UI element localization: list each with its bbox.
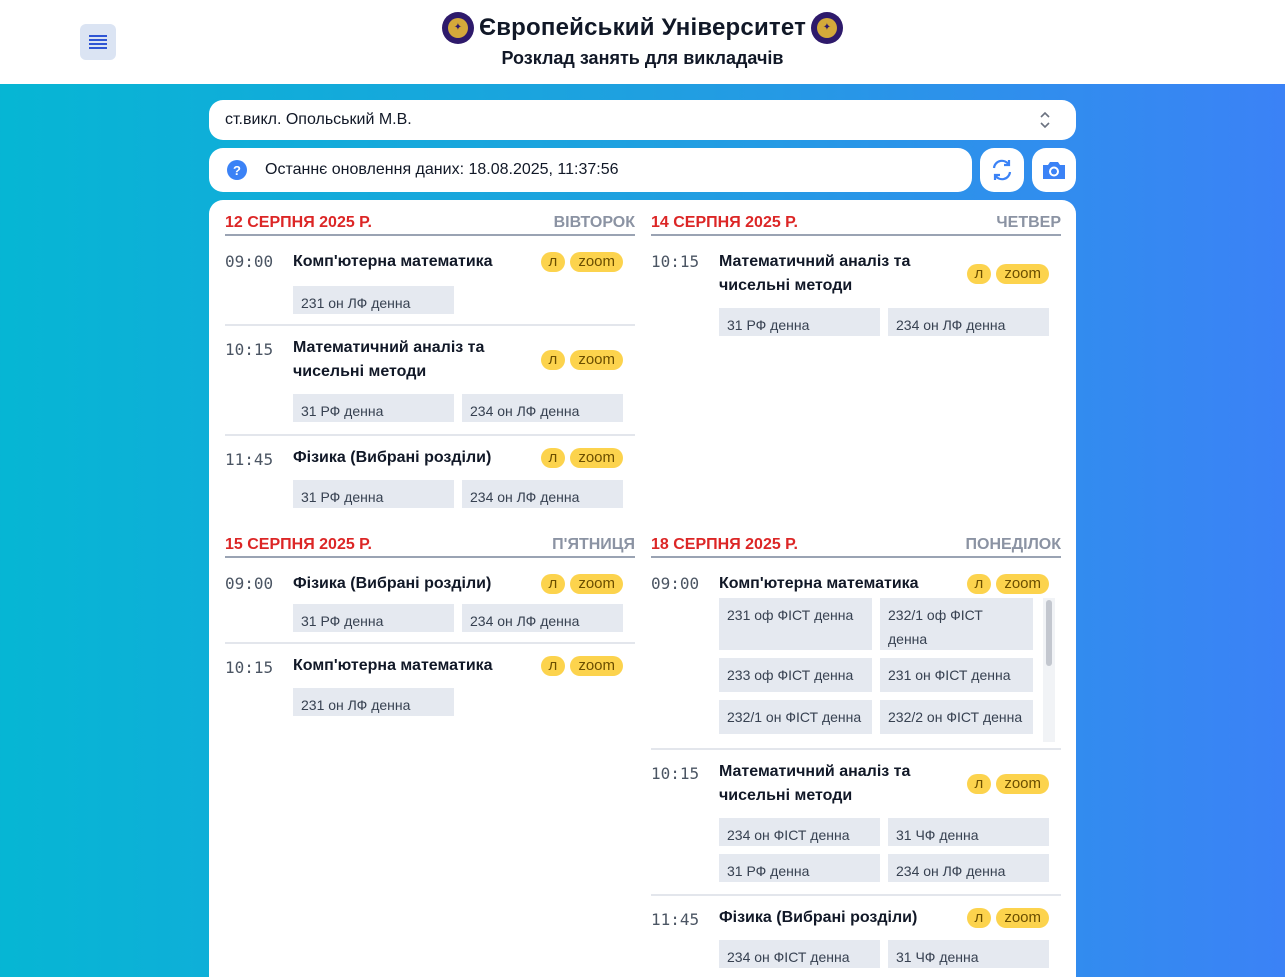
lesson-type-badge: л (541, 448, 566, 468)
lesson-type-badge: л (541, 656, 566, 676)
menu-icon (87, 31, 109, 53)
lesson-mode-badge[interactable]: zoom (996, 574, 1049, 594)
day-date: 12 СЕРПНЯ 2025 Р. (225, 214, 372, 231)
app-header (0, 0, 1285, 84)
page-title: Європейський Університет (478, 14, 807, 41)
lesson-time: 10:15 (225, 658, 274, 677)
lesson-mode-badge[interactable]: zoom (570, 350, 623, 370)
lesson-time: 11:45 (225, 450, 274, 469)
lesson-type-badge: л (967, 774, 992, 794)
lesson-item[interactable] (225, 326, 635, 436)
menu-button[interactable] (80, 24, 116, 60)
day-header (651, 210, 1061, 236)
lesson-title: Комп'ютерна математика (293, 657, 493, 674)
group-tag: 234 он ЛФ денна (888, 854, 1049, 882)
lesson-item[interactable] (225, 644, 635, 734)
chevron-updown-icon (1038, 110, 1052, 130)
refresh-button[interactable] (980, 148, 1024, 192)
group-tag: 234 он ЛФ денна (462, 480, 623, 508)
university-logo-right: ✦ (811, 12, 843, 44)
lesson-time: 09:00 (225, 252, 274, 271)
lesson-mode-badge[interactable]: zoom (570, 574, 623, 594)
group-tag: 232/1 оф ФІСТ денна (880, 598, 1033, 650)
lesson-item[interactable] (651, 558, 1061, 750)
lesson-type-badge: л (967, 908, 992, 928)
group-tag: 231 оф ФІСТ денна (719, 598, 872, 650)
group-tag: 31 РФ денна (719, 308, 880, 336)
lesson-title: Математичний аналіз та чисельні методи (719, 763, 911, 804)
lesson-item[interactable] (225, 558, 635, 644)
group-tag: 231 он ФІСТ денна (880, 658, 1033, 692)
day-date: 15 СЕРПНЯ 2025 Р. (225, 536, 372, 553)
lesson-mode-badge[interactable]: zoom (996, 908, 1049, 928)
last-update-text: Останнє оновлення даних: 18.08.2025, 11:37:56 (265, 161, 619, 178)
lesson-type-badge: л (967, 264, 992, 284)
group-tag: 234 он ЛФ денна (888, 308, 1049, 336)
lesson-type-badge: л (541, 574, 566, 594)
day-header (651, 532, 1061, 558)
schedule-panel (209, 200, 1076, 977)
lesson-type-badge: л (967, 574, 992, 594)
lesson-time: 10:15 (651, 252, 700, 271)
page-subtitle: Розклад занять для викладачів (501, 48, 784, 68)
group-tag: 31 РФ денна (293, 604, 454, 632)
group-tag: 31 РФ денна (293, 480, 454, 508)
lesson-item[interactable] (225, 436, 635, 522)
last-update-bar (209, 148, 972, 192)
lesson-time: 10:15 (651, 764, 700, 783)
group-tag: 31 РФ денна (293, 394, 454, 422)
group-tag: 234 он ФІСТ денна (719, 940, 880, 968)
group-tag: 31 ЧФ денна (888, 818, 1049, 846)
group-tag: 234 он ЛФ денна (462, 604, 623, 632)
group-tag: 233 оф ФІСТ денна (719, 658, 872, 692)
teacher-select-value: ст.викл. Опольський М.В. (225, 111, 412, 128)
lesson-title: Фізика (Вибрані розділи) (293, 575, 492, 592)
screenshot-button[interactable] (1032, 148, 1076, 192)
lesson-type-badge: л (541, 252, 566, 272)
lesson-item[interactable] (225, 236, 635, 326)
day-weekday: ПОНЕДІЛОК (965, 536, 1061, 553)
lesson-mode-badge[interactable]: zoom (570, 448, 623, 468)
day-header (225, 210, 635, 236)
refresh-icon (989, 157, 1015, 183)
lesson-time: 11:45 (651, 910, 700, 929)
group-tag: 234 он ФІСТ денна (719, 818, 880, 846)
day-weekday: ВІВТОРОК (553, 214, 635, 231)
group-tag: 232/2 он ФІСТ денна (880, 700, 1033, 734)
university-logo-left: ✦ (442, 12, 474, 44)
day-date: 18 СЕРПНЯ 2025 Р. (651, 536, 798, 553)
day-weekday: П'ЯТНИЦЯ (552, 536, 635, 553)
group-tag: 31 ЧФ денна (888, 940, 1049, 968)
lesson-title: Фізика (Вибрані розділи) (719, 909, 918, 926)
lesson-time: 09:00 (651, 574, 700, 593)
lesson-mode-badge[interactable]: zoom (996, 774, 1049, 794)
lesson-mode-badge[interactable]: zoom (570, 252, 623, 272)
lesson-title: Комп'ютерна математика (293, 253, 493, 270)
lesson-title: Комп'ютерна математика (719, 575, 919, 592)
teacher-select[interactable] (209, 100, 1076, 140)
lesson-item[interactable] (651, 750, 1061, 896)
group-tag: 231 он ЛФ денна (293, 688, 454, 716)
help-icon[interactable]: ? (227, 160, 247, 180)
camera-icon (1041, 158, 1067, 182)
group-tag: 31 РФ денна (719, 854, 880, 882)
day-weekday: ЧЕТВЕР (996, 214, 1061, 231)
lesson-time: 10:15 (225, 340, 274, 359)
lesson-item[interactable] (651, 896, 1061, 976)
group-tag: 231 он ЛФ денна (293, 286, 454, 314)
day-date: 14 СЕРПНЯ 2025 Р. (651, 214, 798, 231)
day-header (225, 532, 635, 558)
day-card (651, 210, 1061, 346)
lesson-type-badge: л (541, 350, 566, 370)
groups-scroll-area[interactable] (719, 598, 1055, 742)
day-card (225, 210, 635, 522)
day-card (651, 532, 1061, 976)
lesson-time: 09:00 (225, 574, 274, 593)
lesson-title: Математичний аналіз та чисельні методи (719, 253, 911, 294)
day-card (225, 532, 635, 734)
lesson-mode-badge[interactable]: zoom (570, 656, 623, 676)
lesson-item[interactable] (651, 236, 1061, 346)
group-tag: 234 он ЛФ денна (462, 394, 623, 422)
lesson-mode-badge[interactable]: zoom (996, 264, 1049, 284)
group-tag: 232/1 он ФІСТ денна (719, 700, 872, 734)
lesson-title: Фізика (Вибрані розділи) (293, 449, 492, 466)
scrollbar-thumb[interactable] (1046, 600, 1052, 666)
groups-scrollbar[interactable] (1043, 598, 1055, 742)
lesson-title: Математичний аналіз та чисельні методи (293, 339, 485, 380)
